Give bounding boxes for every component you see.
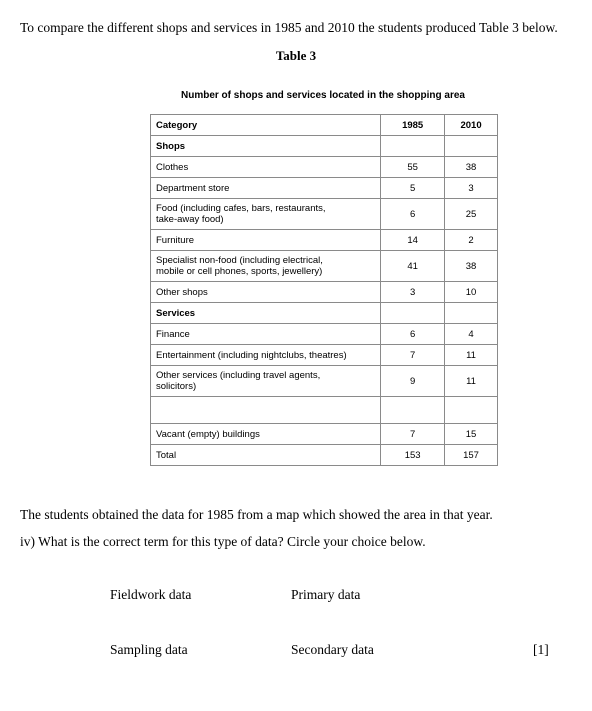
row-label-line: take-away food) — [156, 214, 224, 225]
intro-text: To compare the different shops and services in 1985 and 2010 the students produced Table 3 below. — [20, 20, 558, 35]
cell-1985: 3 — [381, 282, 445, 303]
cell-2010: 157 — [445, 445, 498, 466]
table-caption: Number of shops and services located in the shopping area — [181, 90, 465, 101]
table-row — [151, 157, 498, 178]
row-label-line: Specialist non-food (including electrical, — [156, 255, 323, 266]
row-label — [151, 366, 381, 397]
table-row — [151, 230, 498, 251]
cell-1985: 7 — [381, 424, 445, 445]
cell-2010: 15 — [445, 424, 498, 445]
row-label-line: Food (including cafes, bars, restaurants, — [156, 203, 326, 214]
row-label: Finance — [151, 324, 381, 345]
section-row-services — [151, 303, 498, 324]
row-label — [151, 199, 381, 230]
table-row — [151, 366, 498, 397]
header-row — [151, 115, 498, 136]
row-label-line: solicitors) — [156, 381, 197, 392]
cell-1985: 14 — [381, 230, 445, 251]
marks-label: [1] — [533, 642, 549, 657]
shops-table — [150, 114, 498, 466]
table-row — [151, 424, 498, 445]
row-label: Furniture — [151, 230, 381, 251]
cell-2010: 11 — [445, 366, 498, 397]
row-label: Clothes — [151, 157, 381, 178]
section-row-shops — [151, 136, 498, 157]
cell-2010: 25 — [445, 199, 498, 230]
row-label: Other shops — [151, 282, 381, 303]
cell-2010: 10 — [445, 282, 498, 303]
table-row — [151, 324, 498, 345]
cell-1985: 153 — [381, 445, 445, 466]
cell-1985: 41 — [381, 251, 445, 282]
col-header-2010: 2010 — [445, 115, 498, 136]
section-label: Services — [151, 303, 381, 324]
table-row — [151, 345, 498, 366]
cell-2010: 11 — [445, 345, 498, 366]
table-row — [151, 251, 498, 282]
row-label — [151, 251, 381, 282]
row-label-line: Other services (including travel agents, — [156, 370, 321, 381]
option-secondary-data[interactable]: Secondary data — [291, 642, 374, 657]
cell-1985: 7 — [381, 345, 445, 366]
option-sampling-data[interactable]: Sampling data — [110, 642, 188, 657]
table-row — [151, 178, 498, 199]
cell-1985: 6 — [381, 324, 445, 345]
col-header-category: Category — [151, 115, 381, 136]
blank-row — [151, 397, 498, 424]
cell-1985: 9 — [381, 366, 445, 397]
table-row — [151, 199, 498, 230]
cell-2010: 38 — [445, 157, 498, 178]
cell-1985: 55 — [381, 157, 445, 178]
option-primary-data[interactable]: Primary data — [291, 587, 361, 602]
row-label: Vacant (empty) buildings — [151, 424, 381, 445]
row-label: Total — [151, 445, 381, 466]
cell-1985: 6 — [381, 199, 445, 230]
row-label: Department store — [151, 178, 381, 199]
cell-2010: 38 — [445, 251, 498, 282]
cell-1985: 5 — [381, 178, 445, 199]
question-text: iv) What is the correct term for this type of data? Circle your choice below. — [20, 534, 426, 549]
section-label: Shops — [151, 136, 381, 157]
row-label: Entertainment (including nightclubs, theatres) — [151, 345, 381, 366]
table-heading: Table 3 — [275, 48, 317, 63]
row-label-line: mobile or cell phones, sports, jewellery) — [156, 266, 323, 277]
table-row — [151, 282, 498, 303]
cell-2010: 2 — [445, 230, 498, 251]
total-row — [151, 445, 498, 466]
source-paragraph: The students obtained the data for 1985 from a map which showed the area in that year. — [20, 507, 493, 522]
col-header-1985: 1985 — [381, 115, 445, 136]
cell-2010: 3 — [445, 178, 498, 199]
cell-2010: 4 — [445, 324, 498, 345]
option-fieldwork-data[interactable]: Fieldwork data — [110, 587, 192, 602]
